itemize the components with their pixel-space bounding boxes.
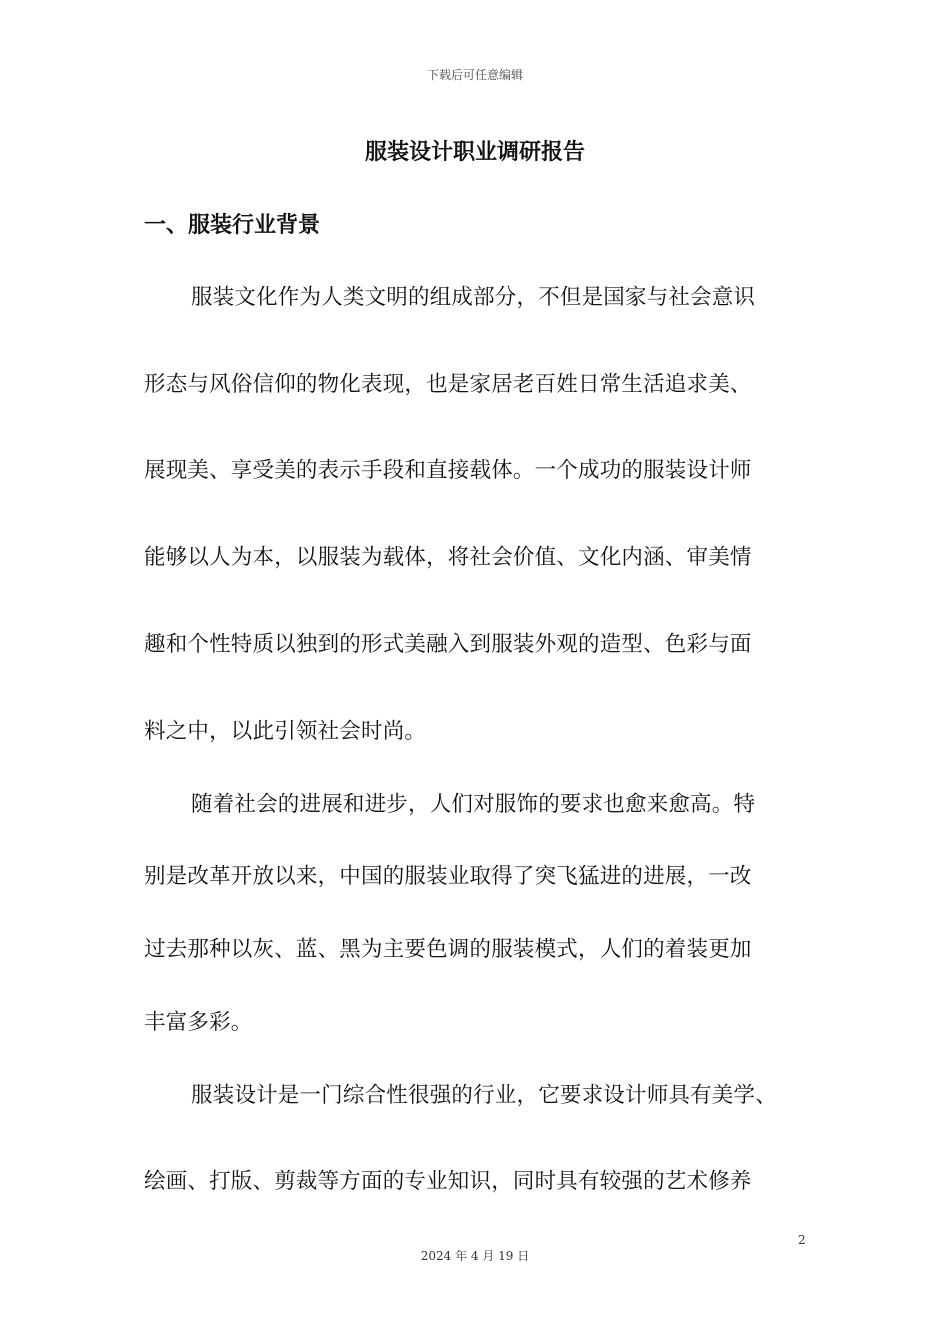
paragraph-1-line-3: 展现美、享受美的表示手段和直接载体。一个成功的服装设计师 [144,458,752,483]
paragraph-1-line-5: 趣和个性特质以独到的形式美融入到服装外观的造型、色彩与面 [144,632,752,657]
header-note: 下载后可任意编辑 [426,68,523,82]
paragraph-2-line-3: 过去那种以灰、蓝、黑为主要色调的服装模式，人们的着装更加 [144,937,752,962]
paragraph-1-line-1: 服装文化作为人类文明的组成部分，不但是国家与社会意识 [191,285,756,310]
paragraph-3-line-1: 服装设计是一门综合性很强的行业，它要求设计师具有美学、 [191,1083,777,1108]
footer-date: 2024 年 4 月 19 日 [420,1249,530,1263]
paragraph-1-line-4: 能够以人为本，以服装为载体，将社会价值、文化内涵、审美情 [144,545,752,570]
paragraph-3-line-2: 绘画、打版、剪裁等方面的专业知识，同时具有较强的艺术修养 [144,1169,752,1194]
section-heading: 一、服装行业背景 [144,213,321,238]
paragraph-2-line-4: 丰富多彩。 [144,1010,253,1035]
paragraph-1-line-2: 形态与风俗信仰的物化表现，也是家居老百姓日常生活追求美、 [144,372,752,397]
paragraph-1-line-6: 料之中，以此引领社会时尚。 [144,719,427,744]
paragraph-2-line-2: 别是改革开放以来，中国的服装业取得了突飞猛进的进展，一改 [144,864,752,889]
page-number: 2 [798,1233,806,1247]
paragraph-2-line-1: 随着社会的进展和进步，人们对服饰的要求也愈来愈高。特 [191,792,756,817]
document-title: 服装设计职业调研报告 [364,140,585,165]
